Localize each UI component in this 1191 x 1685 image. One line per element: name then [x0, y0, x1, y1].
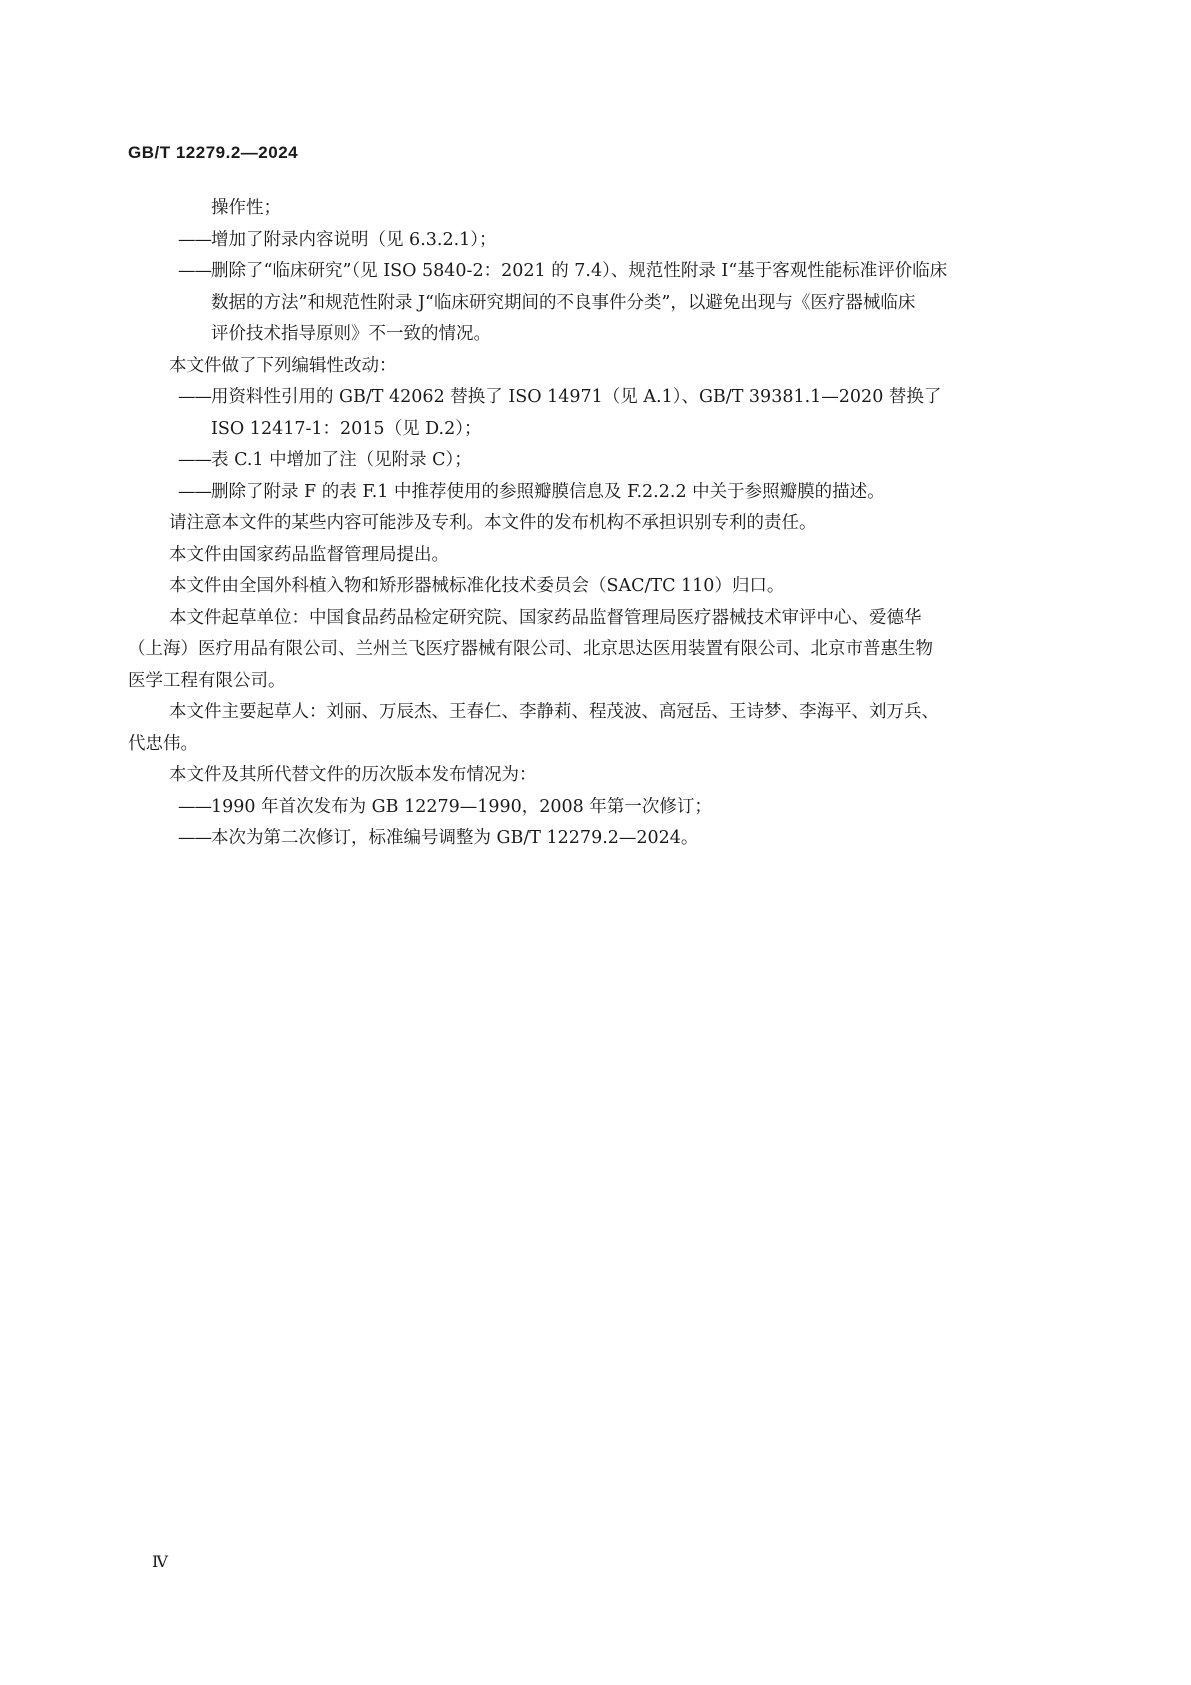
page-number: Ⅳ	[152, 1552, 168, 1571]
drafting-units-paragraph	[128, 603, 1048, 698]
dash-marker: ——	[178, 450, 211, 470]
continued-line: 操作性；	[211, 198, 281, 218]
dash-marker: ——	[178, 229, 211, 250]
dash-marker: ——	[178, 796, 211, 817]
change-line: 增加了附录内容说明（见 6.3.2.1）；	[211, 229, 497, 250]
drafting-units-line: 医学工程有限公司。	[128, 670, 286, 691]
editorial-change-item	[128, 445, 1048, 477]
patent-notice: 请注意本文件的某些内容可能涉及专利。本文件的发布机构不承担识别专利的责任。	[169, 513, 817, 533]
history-item	[128, 823, 1048, 855]
dash-marker: ——	[178, 481, 211, 502]
editorial-change-line: ISO 12417-1：2015（见 D.2）；	[211, 418, 482, 439]
dash-marker: ——	[178, 261, 211, 281]
editorial-change-item	[128, 382, 1048, 445]
document-body	[128, 193, 1048, 855]
change-item	[128, 225, 1048, 257]
proposed-by: 本文件由国家药品监督管理局提出。	[169, 544, 449, 565]
change-item	[128, 256, 1048, 351]
change-line: 数据的方法”和规范性附录 J“临床研究期间的不良事件分类”，以避免出现与《医疗器械临床	[211, 292, 916, 313]
dash-marker: ——	[178, 828, 211, 848]
change-line: 评价技术指导原则》不一致的情况。	[211, 324, 491, 344]
history-intro: 本文件及其所代替文件的历次版本发布情况为：	[169, 765, 537, 785]
dash-marker: ——	[178, 387, 211, 407]
history-item	[128, 792, 1048, 824]
drafters-paragraph	[128, 697, 1048, 760]
history-line: 本次为第二次修订，标准编号调整为 GB/T 12279.2—2024。	[211, 828, 699, 848]
drafting-units-line: 本文件起草单位：中国食品药品检定研究院、国家药品监督管理局医疗器械技术审评中心、爱德华	[169, 607, 922, 628]
change-line: 删除了“临床研究”（见 ISO 5840-2：2021 的 7.4）、规范性附录 I“基于客观性能标准评价临床	[211, 261, 948, 281]
standard-id-header: GB/T 12279.2—2024	[128, 143, 299, 162]
editorial-change-line: 删除了附录 F 的表 F.1 中推荐使用的参照瓣膜信息及 F.2.2.2 中关于参照瓣膜的描述。	[211, 481, 885, 502]
drafting-units-line: （上海）医疗用品有限公司、兰州兰飞医疗器械有限公司、北京思达医用装置有限公司、北京市普惠生物	[128, 639, 933, 659]
history-line: 1990 年首次发布为 GB 12279—1990，2008 年第一次修订；	[211, 796, 712, 817]
editorial-intro: 本文件做了下列编辑性改动：	[169, 355, 397, 376]
drafters-line: 本文件主要起草人：刘丽、万辰杰、王春仁、李静莉、程茂波、高冠岳、王诗梦、李海平、刘万兵、	[169, 702, 939, 722]
drafters-line: 代忠伟。	[128, 733, 198, 754]
centralized-by: 本文件由全国外科植入物和矫形器械标准化技术委员会（SAC/TC 110）归口。	[169, 576, 785, 596]
editorial-change-line: 用资料性引用的 GB/T 42062 替换了 ISO 14971（见 A.1）、GB/T 39381.1—2020 替换了	[211, 387, 942, 407]
editorial-change-line: 表 C.1 中增加了注（见附录 C）；	[211, 450, 472, 470]
editorial-change-item	[128, 477, 1048, 509]
